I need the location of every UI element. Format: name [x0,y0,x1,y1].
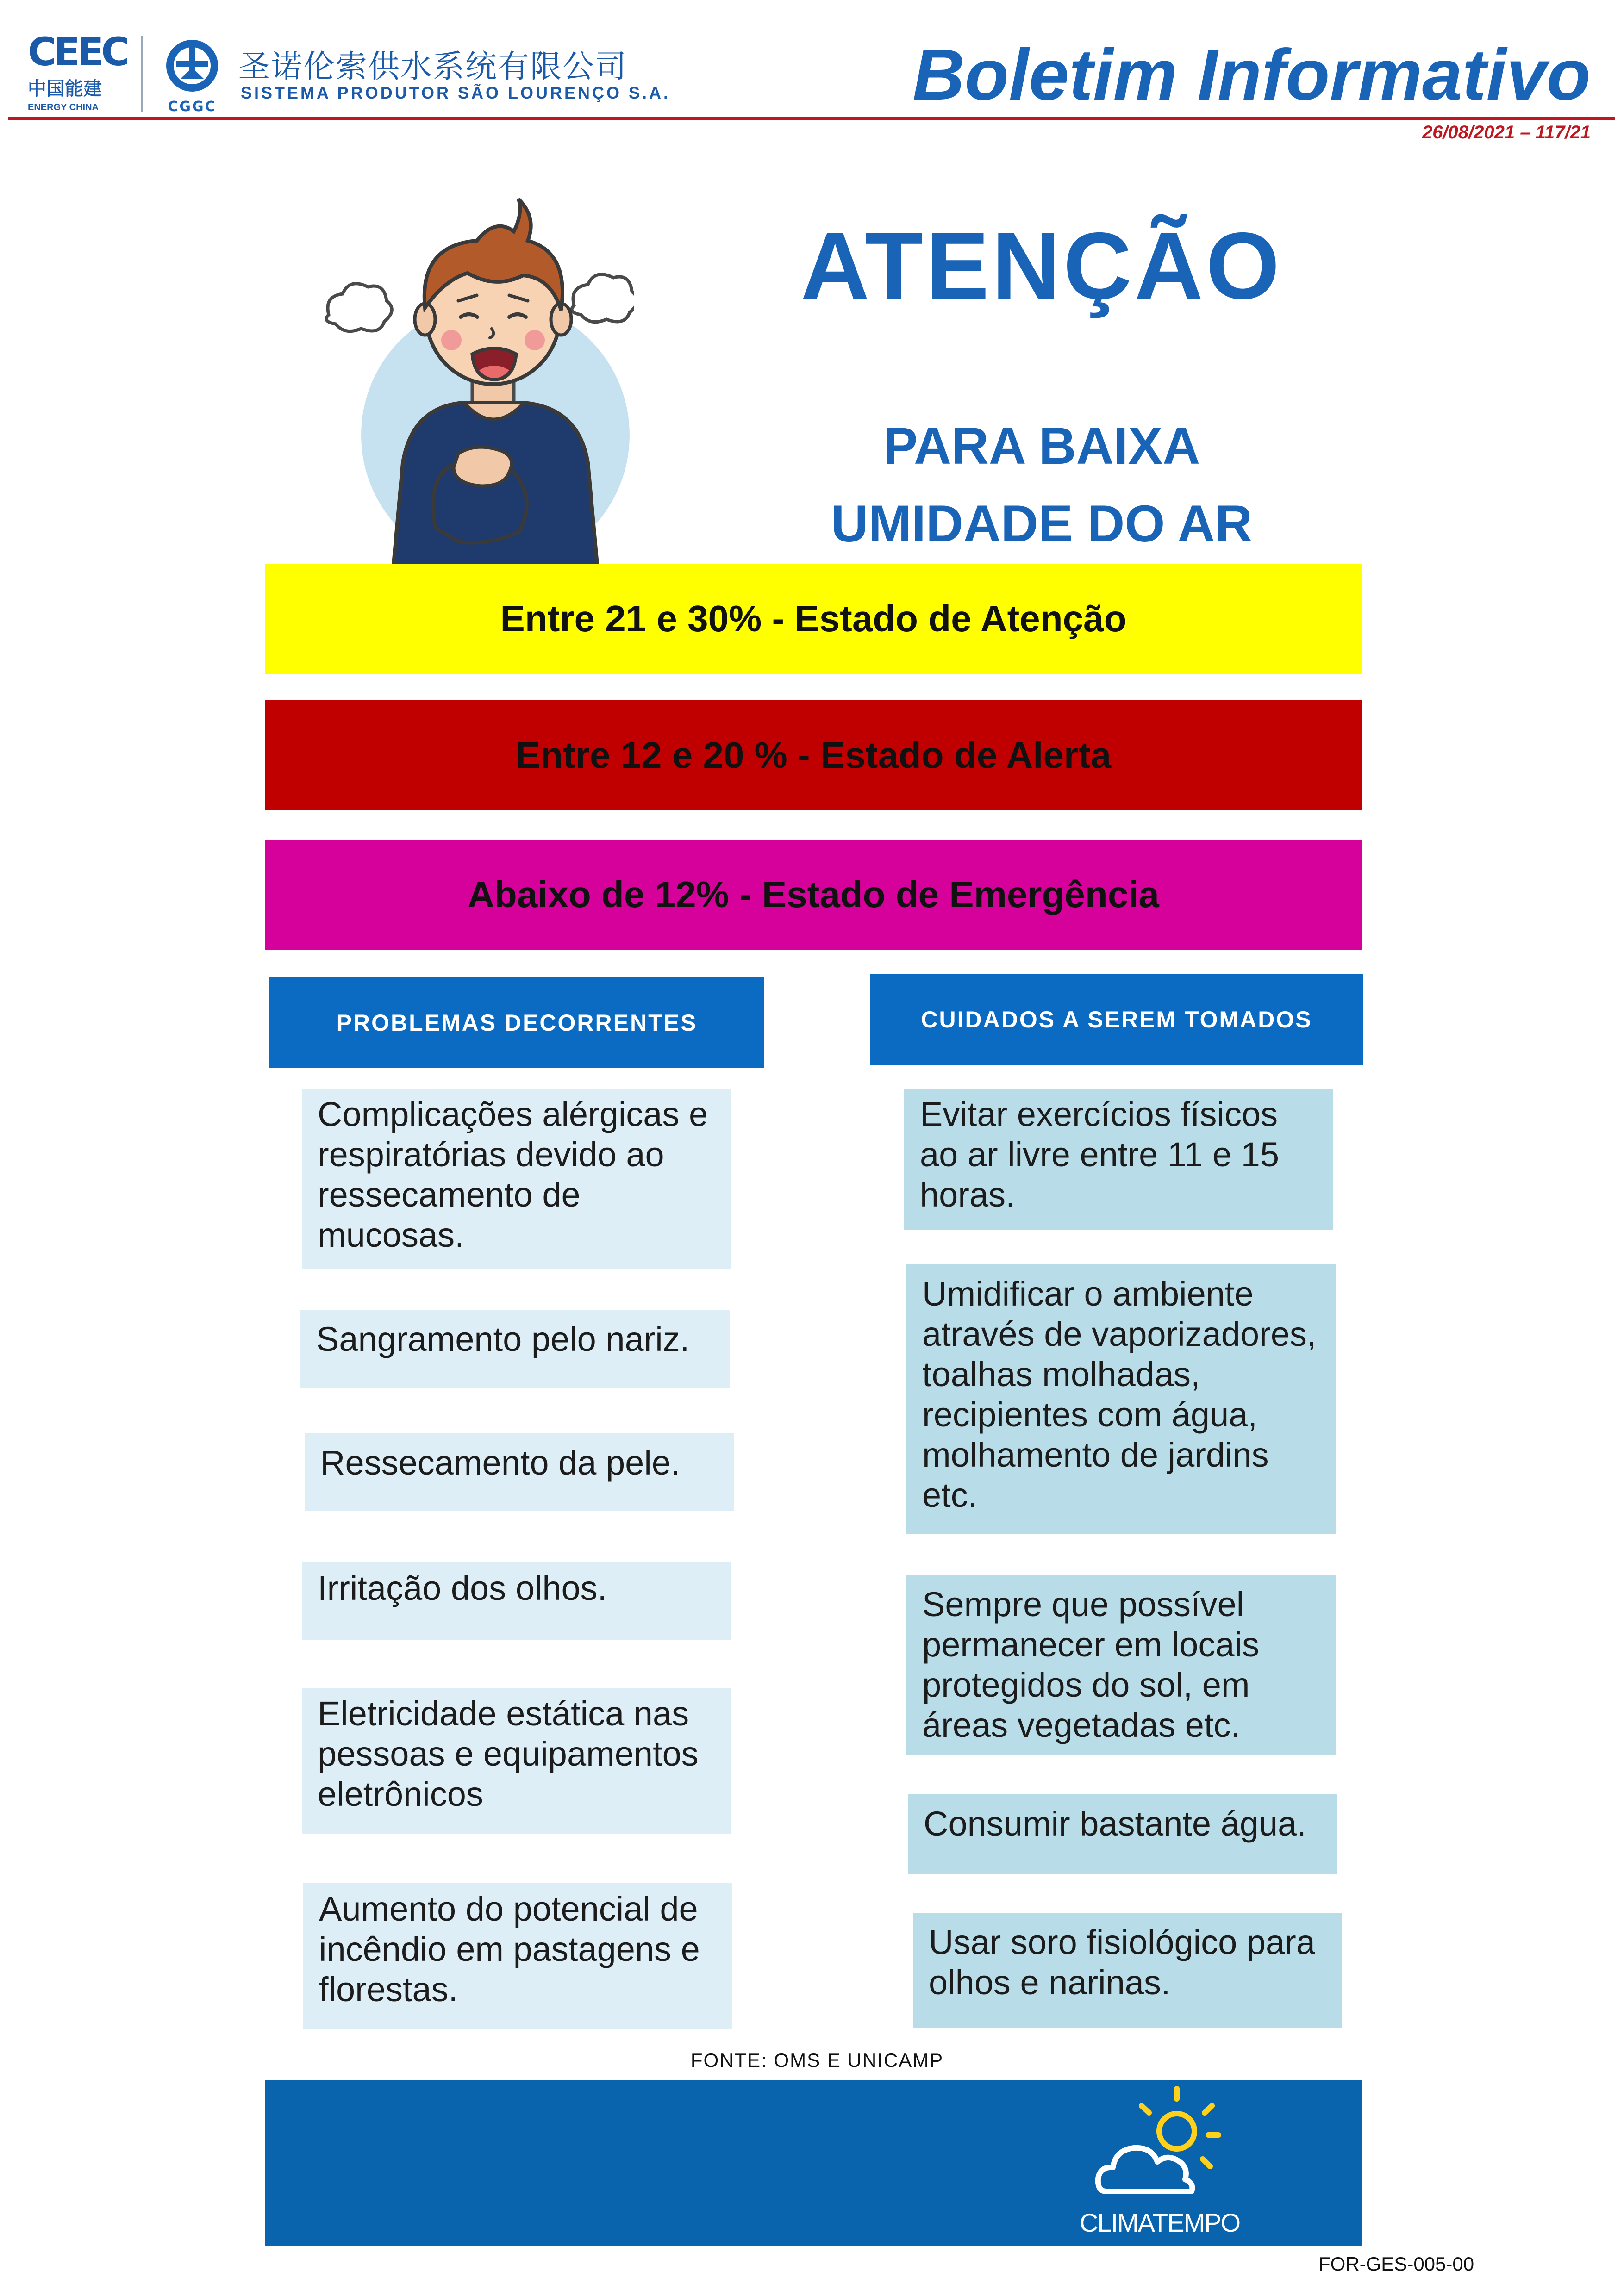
boy-coughing-illustration [319,176,634,565]
problem-card: Eletricidade estática nas pessoas e equipamentos eletrônicos [302,1688,731,1834]
puff-right-icon [572,274,634,322]
problem-card: Sangramento pelo nariz. [300,1310,730,1388]
ceec-logo-english: ENERGY CHINA [28,102,99,112]
company-chinese-name: 圣诺伦索供水系统有限公司 [238,49,628,85]
problem-card: Irritação dos olhos. [302,1562,731,1640]
problem-card: Complicações alérgicas e respiratórias devido ao ressecamento de mucosas. [302,1089,731,1269]
source-note: FONTE: OMS E UNICAMP [690,2049,944,2071]
care-card: Umidificar o ambiente através de vaporizadores, toalhas molhadas, recipientes com água, molhamento de jardins etc. [906,1264,1336,1534]
care-card: Evitar exercícios físicos ao ar livre entre 11 e 15 horas. [904,1089,1333,1230]
care-card: Sempre que possível permanecer em locais protegidos do sol, em áreas vegetadas etc. [906,1575,1336,1755]
hero-subtitle-line-1: PARA BAIXA [883,417,1200,475]
bulletin-date-number: 26/08/2021 – 117/21 [1422,122,1591,143]
care-card: Consumir bastante água. [908,1794,1337,1874]
status-band-alert: Entre 12 e 20 % - Estado de Alerta [265,700,1362,810]
hero-title: ATENÇÃO [800,213,1283,319]
company-name: SISTEMA PRODUTOR SÃO LOURENÇO S.A. [241,83,671,102]
bulletin-title: Boletim Informativo [912,35,1591,115]
ceec-logo-chinese: 中国能建 [28,78,102,100]
climatempo-brand: CLIMATEMPO [1079,2208,1240,2237]
ceec-logo-mark: CEEC [28,29,127,75]
cggc-logo [157,37,227,116]
status-band-attention: Entre 21 e 30% - Estado de Atenção [265,564,1362,674]
header-rule [8,117,1615,120]
cggc-logo-mark: CGGC [168,99,217,115]
status-band-emergency: Abaixo de 12% - Estado de Emergência [265,840,1362,950]
ceec-logo [28,29,134,116]
care-header: CUIDADOS A SEREM TOMADOS [870,974,1363,1065]
problem-card: Aumento do potencial de incêndio em pastagens e florestas. [303,1883,732,2029]
problem-card: Ressecamento da pele. [305,1433,734,1511]
problems-header: PROBLEMAS DECORRENTES [269,977,764,1068]
puff-left-icon [326,284,392,331]
hero-subtitle-line-2: UMIDADE DO AR [831,495,1253,553]
hero-subtitle [741,407,1343,563]
form-code: FOR-GES-005-00 [1318,2253,1474,2275]
header-divider [141,36,143,112]
care-card: Usar soro fisiológico para olhos e narinas. [913,1913,1342,2028]
